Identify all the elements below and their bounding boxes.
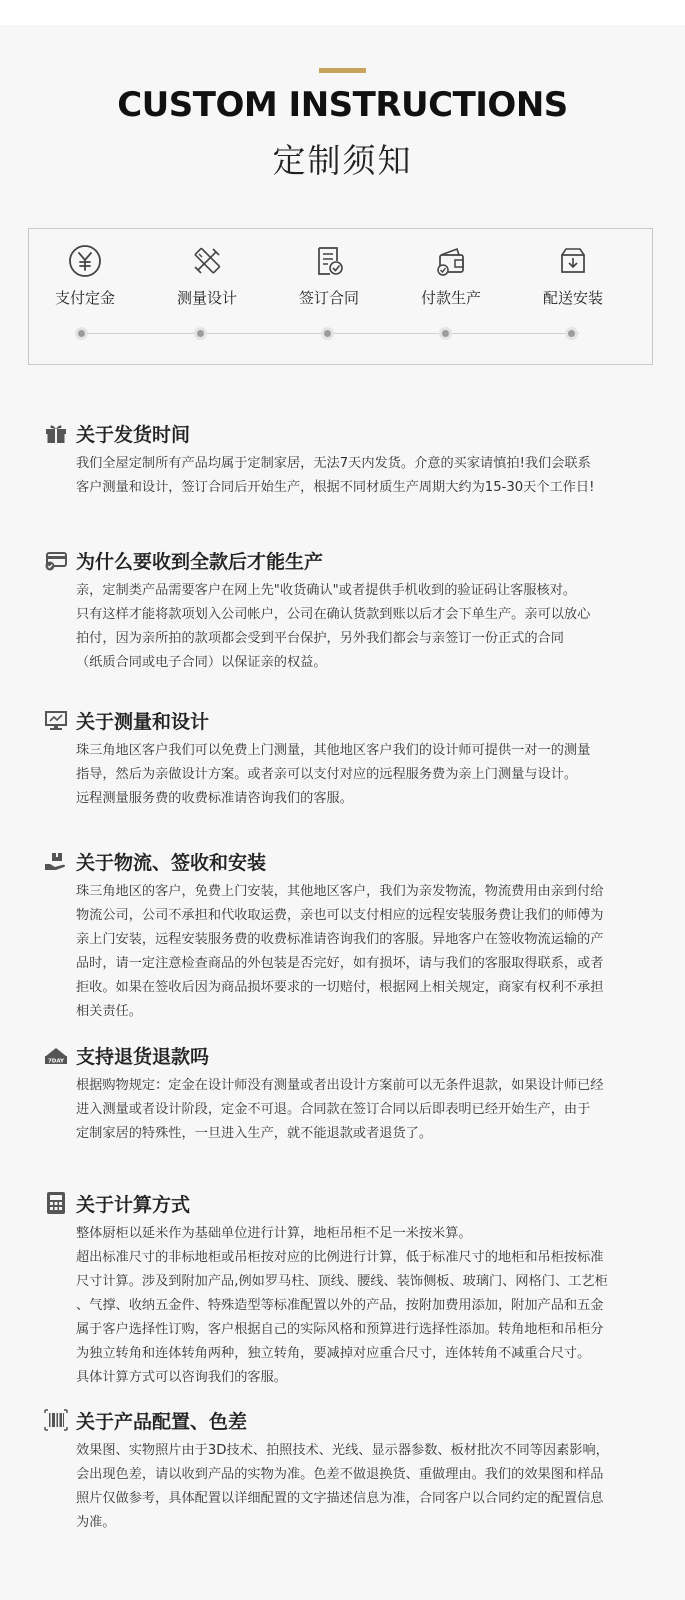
section-title: 关于计算方式 — [76, 1194, 191, 1216]
text-line: 我们全屋定制所有产品均属于定制家居，无法7天内发货。介意的买家请慎拍!我们会联系 — [76, 456, 591, 471]
section-text — [44, 1439, 654, 1535]
contract-icon — [311, 243, 347, 279]
step-label: 付款生产 — [420, 289, 481, 307]
text-line: 亲上门安装，远程安装服务费的收费标准请咨询我们的客服。异地客户在签收物流运输的产 — [76, 932, 604, 947]
step-delivery — [523, 243, 623, 308]
text-line: 指导，然后为亲做设计方案。或者亲可以支付对应的远程服务费为亲上门测量与设计。 — [76, 767, 578, 782]
section-shipping-time — [44, 420, 654, 500]
hand-package-icon — [44, 850, 68, 872]
step-label: 配送安装 — [542, 289, 603, 307]
delivery-box-icon — [555, 243, 591, 279]
text-line: 远程测量服务费的收费标准请咨询我们的客服。 — [76, 791, 353, 806]
step-dot — [439, 327, 452, 340]
text-line: 照片仅做参考，具体配置以详细配置的文字描述信息为准，合同客户以合同约定的配置信息 — [76, 1491, 604, 1506]
section-title: 关于物流、签收和安装 — [76, 852, 267, 874]
text-line: 、气撑、收纳五金件、特殊造型等标准配置以外的产品，按附加费用添加，附加产品和五金 — [76, 1298, 604, 1313]
gift-icon — [44, 422, 68, 444]
monitor-icon — [44, 709, 68, 731]
text-line: 进入测量或者设计阶段，定金不可退。合同款在签订合同以后即表明已经开始生产，由于 — [76, 1102, 591, 1117]
step-payment — [401, 243, 501, 308]
text-line: 为独立转角和连体转角两种，独立转角，要减掉对应重合尺寸，连体转角不减重合尺寸。 — [76, 1346, 591, 1361]
section-title: 关于测量和设计 — [76, 711, 210, 733]
title-chinese: 定制须知 — [272, 141, 413, 180]
step-label: 签订合同 — [298, 289, 359, 307]
step-dot — [194, 327, 207, 340]
page-body — [0, 25, 685, 1600]
section-configuration — [44, 1407, 654, 1535]
step-dot — [321, 327, 334, 340]
text-line: 品时，请一定注意检查商品的外包装是否完好，如有损坏，请与我们的客服取得联系，或者 — [76, 956, 604, 971]
barcode-icon — [44, 1409, 68, 1431]
text-line: 物流公司，公司不承担和代收取运费，亲也可以支付相应的远程安装服务费让我们的师傅为 — [76, 908, 604, 923]
text-line: 会出现色差，请以收到产品的实物为准。色差不做退换货、重做理由。我们的效果图和样品 — [76, 1467, 604, 1482]
yen-icon — [67, 243, 103, 279]
step-label: 支付定金 — [54, 289, 115, 307]
text-line: 客户测量和设计，签订合同后开始生产，根据不同材质生产周期大约为15-30天个工作日! — [76, 480, 595, 495]
section-full-payment — [44, 547, 654, 675]
text-line: 拒收。如果在签收后因为商品损坏要求的一切赔付，根据网上相关规定，商家有权利不承担 — [76, 980, 604, 995]
text-line: 相关责任。 — [76, 1004, 142, 1019]
title-accent-bar — [319, 68, 366, 73]
text-line: 珠三角地区客户我们可以免费上门测量，其他地区客户我们的设计师可提供一对一的测量 — [76, 743, 591, 758]
section-text — [44, 579, 654, 675]
step-dot — [75, 327, 88, 340]
text-line: 效果图、实物照片由于3D技术、拍照技术、光线、显示器参数、板材批次不同等因素影响， — [76, 1443, 609, 1458]
step-measure — [157, 243, 257, 308]
top-band — [0, 0, 685, 25]
text-line: （纸质合同或电子合同）以保证亲的权益。 — [76, 655, 327, 670]
text-line: 整体厨柜以延米作为基础单位进行计算，地柜吊柜不足一米按米算。 — [76, 1226, 472, 1241]
step-dot — [565, 327, 578, 340]
wallet-icon — [433, 243, 469, 279]
ruler-pencil-icon — [189, 243, 225, 279]
section-text — [44, 739, 654, 811]
text-line: 只有这样才能将款项划入公司帐户，公司在确认货款到账以后才会下单生产。亲可以放心 — [76, 607, 591, 622]
section-text — [44, 880, 654, 1024]
text-line: 超出标准尺寸的非标地柜或吊柜按对应的比例进行计算，低于标准尺寸的地柜和吊柜按标准 — [76, 1250, 604, 1265]
section-text — [44, 1074, 654, 1146]
text-line: 具体计算方式可以咨询我们的客服。 — [76, 1370, 287, 1385]
section-calculation — [44, 1190, 654, 1390]
payment-card-icon — [44, 549, 68, 571]
section-title: 关于产品配置、色差 — [76, 1411, 248, 1433]
text-line: 定制家居的特殊性，一旦进入生产，就不能退款或者退货了。 — [76, 1126, 433, 1141]
section-title: 支持退货退款吗 — [76, 1046, 210, 1068]
calculator-icon — [44, 1192, 68, 1214]
section-measure-design — [44, 707, 654, 811]
step-label: 测量设计 — [176, 289, 237, 307]
section-text — [44, 452, 654, 500]
step-deposit — [35, 243, 135, 308]
text-line: 亲，定制类产品需要客户在网上先"收货确认"或者提供手机收到的验证码让客服核对。 — [76, 583, 577, 598]
text-line: 拍付，因为亲所拍的款项都会受到平台保护，另外我们都会与亲签订一份正式的合同 — [76, 631, 564, 646]
process-steps — [28, 228, 653, 365]
text-line: 为准。 — [76, 1515, 116, 1530]
section-refund — [44, 1042, 654, 1146]
text-line: 尺寸计算。涉及到附加产品,例如罗马柱、顶线、腰线、装饰侧板、玻璃门、网格门、工艺柜 — [76, 1274, 608, 1289]
section-title: 关于发货时间 — [76, 424, 191, 446]
section-text — [44, 1222, 654, 1390]
title-english: CUSTOM INSTRUCTIONS — [117, 85, 568, 125]
section-title: 为什么要收到全款后才能生产 — [76, 551, 324, 573]
7day-icon — [44, 1044, 68, 1066]
section-logistics — [44, 848, 654, 1024]
text-line: 珠三角地区的客户，免费上门安装，其他地区客户，我们为亲发物流，物流费用由亲到付给 — [76, 884, 604, 899]
step-contract — [279, 243, 379, 308]
text-line: 根据购物规定：定金在设计师没有测量或者出设计方案前可以无条件退款，如果设计师已经 — [76, 1078, 604, 1093]
svg-text:7DAY: 7DAY — [47, 1058, 65, 1065]
text-line: 属于客户选择性订购，客户根据自己的实际风格和预算进行选择性添加。转角地柜和吊柜分 — [76, 1322, 604, 1337]
